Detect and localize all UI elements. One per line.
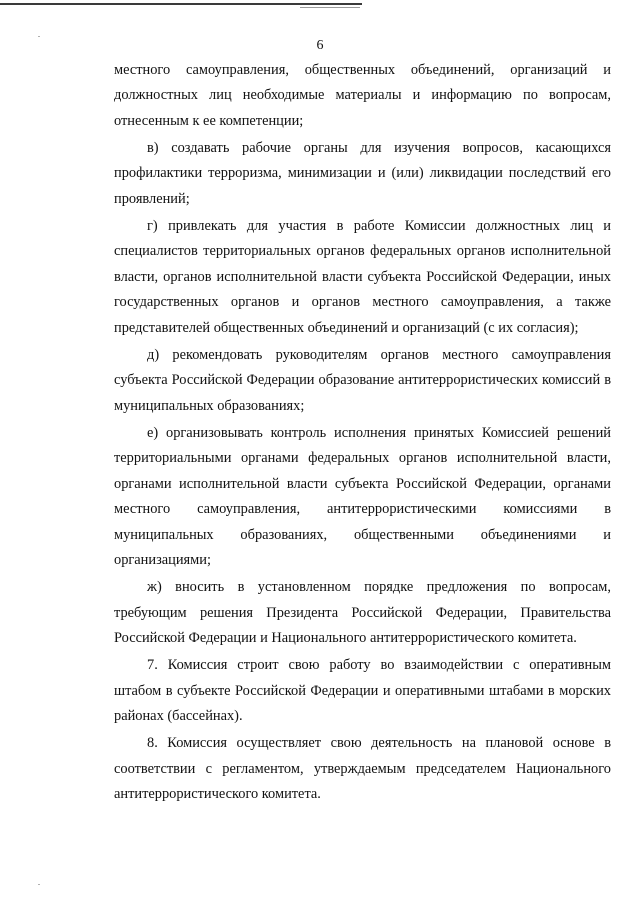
paragraph-clause-7: 7. Комиссия строит свою работу во взаимодействии с оперативным штабом в субъекте Российской Федерации и оперативными штабами в морских районах (бассейнах).	[114, 657, 611, 724]
scan-top-border-thin	[300, 7, 360, 8]
scan-margin-speck	[38, 884, 40, 885]
paragraph-item-g: г) привлекать для участия в работе Комиссии должностных лиц и специалистов территориальных органов федеральных органов исполнительной власти, органов исполнительной власти субъекта Российской Федерации, иных государственных органов и органов местного самоуправления, а также представителей общественных объединений и организаций (с их согласия);	[114, 218, 611, 336]
paragraph-item-zh: ж) вносить в установленном порядке предложения по вопросам, требующим решения Президента Российской Федерации, Правительства Российской Федерации и Национального антитеррористического комитета.	[114, 579, 611, 646]
paragraph-continuation: местного самоуправления, общественных объединений, организаций и должностных лиц необходимые материалы и информацию по вопросам, отнесенным к ее компетенции;	[114, 62, 611, 129]
paragraph-clause-8: 8. Комиссия осуществляет свою деятельность на плановой основе в соответствии с регламентом, утверждаемым председателем Национального антитеррористического комитета.	[114, 735, 611, 802]
paragraph-item-v: в) создавать рабочие органы для изучения вопросов, касающихся профилактики терроризма, минимизации и (или) ликвидации последствий его проявлений;	[114, 140, 611, 207]
scan-top-border	[0, 3, 362, 5]
scan-margin-speck	[38, 36, 40, 37]
paragraph-item-d: д) рекомендовать руководителям органов местного самоуправления субъекта Российской Федерации образование антитеррористических комиссий в муниципальных образованиях;	[114, 346, 611, 414]
document-body	[114, 58, 611, 809]
page-number: 6	[316, 38, 324, 53]
paragraph-item-e: е) организовывать контроль исполнения принятых Комиссией решений территориальными органами федеральных органов исполнительной власти, органами исполнительной власти субъекта Российской Федерации, органами местного самоуправления, антитеррористическими комиссиями в муниципальных образованиях, общественными объединениями и организациями;	[114, 424, 611, 568]
